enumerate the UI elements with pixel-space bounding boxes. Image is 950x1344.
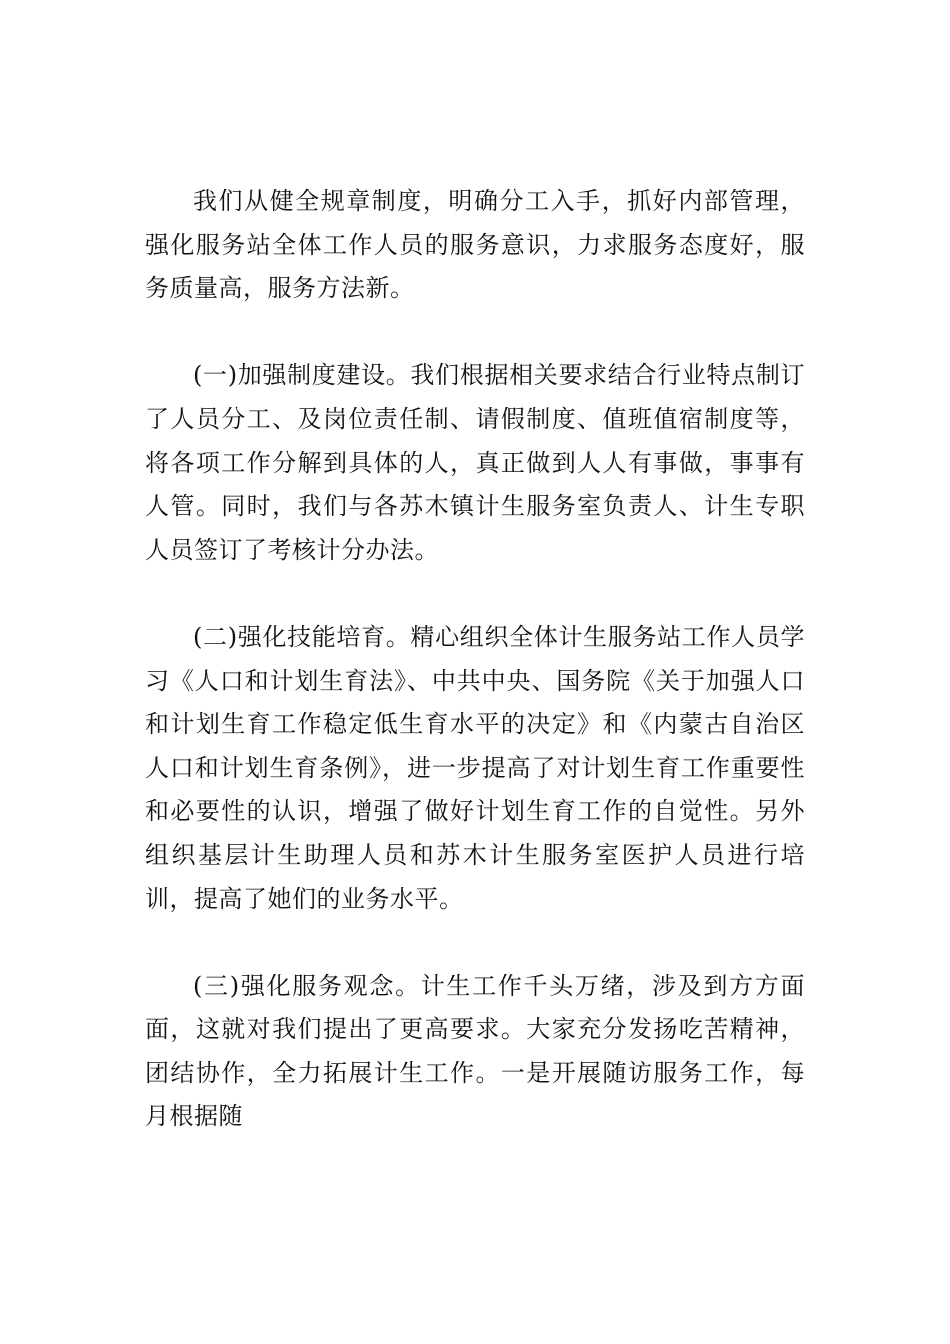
document-body bbox=[145, 180, 805, 1183]
paragraph-skills-training: (二)强化技能培育。精心组织全体计生服务站工作人员学习《人口和计划生育法》、中共中央、国务院《关于加强人口和计划生育工作稳定低生育水平的决定》和《内蒙古自治区人口和计划生育条例》，进一步提高了对计划生育工作重要性和必要性的认识，增强了做好计划生育工作的自觉性。另外组织基层计生助理人员和苏木计生服务室医护人员进行培训，提高了她们的业务水平。 bbox=[145, 622, 805, 913]
paragraph-service-concept: (三)强化服务观念。计生工作千头万绪，涉及到方方面面，这就对我们提出了更高要求。大家充分发扬吃苦精神，团结协作，全力拓展计生工作。一是开展随访服务工作，每月根据随 bbox=[145, 971, 805, 1131]
paragraph-system-building: (一)加强制度建设。我们根据相关要求结合行业特点制订了人员分工、及岗位责任制、请假制度、值班值宿制度等，将各项工作分解到具体的人，真正做到人人有事做，事事有人管。同时，我们与各苏木镇计生服务室负责人、计生专职人员签订了考核计分办法。 bbox=[145, 361, 805, 564]
paragraph-intro: 我们从健全规章制度，明确分工入手，抓好内部管理，强化服务站全体工作人员的服务意识，力求服务态度好，服务质量高，服务方法新。 bbox=[145, 187, 805, 303]
